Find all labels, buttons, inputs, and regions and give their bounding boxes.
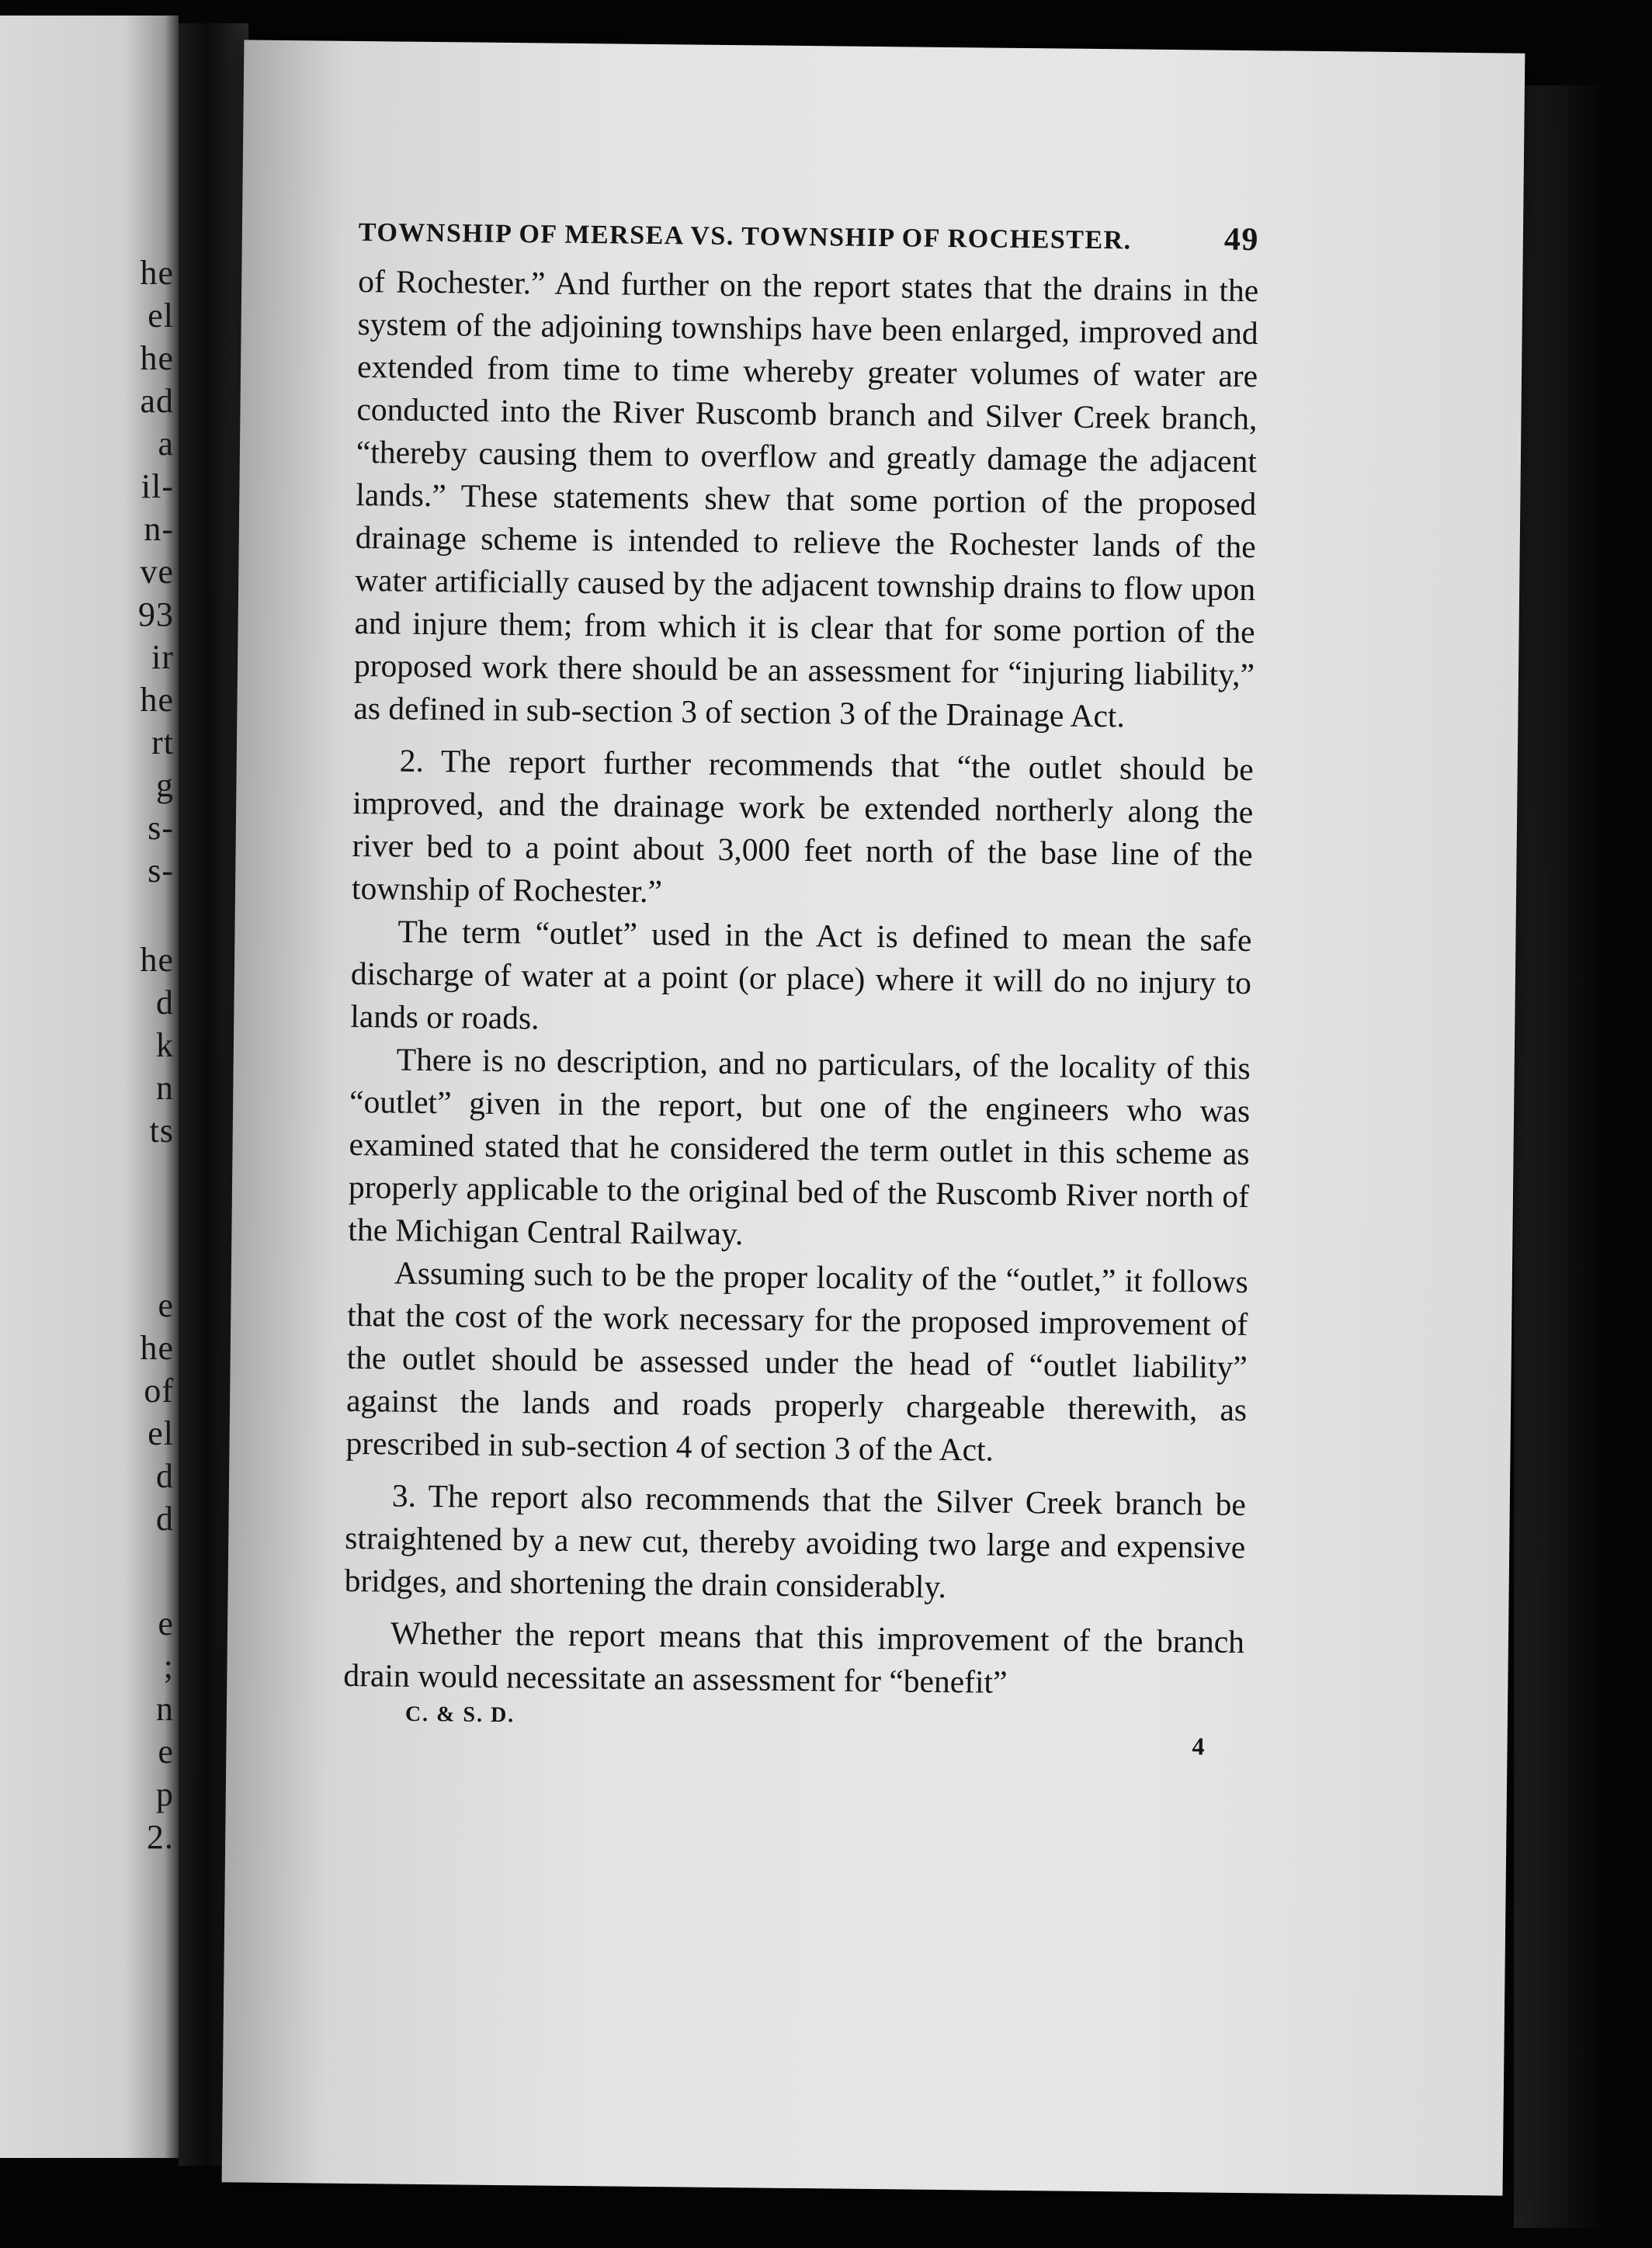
left-page-text: el xyxy=(148,297,174,335)
left-page-text: d xyxy=(156,984,174,1022)
paragraph: Assuming such to be the proper locality of the “outlet,” it follows that the cost of the work necessary for the proposed improvement of the outlet should be assessed under the head of “outlet liability” against the lands and roads properly chargeable therewith, as prescribed in sub-section 4 of section 3 of the Act. xyxy=(345,1254,1249,1468)
left-page-text: d xyxy=(156,1500,174,1538)
left-page-text: p xyxy=(156,1775,174,1813)
left-page-text: ad xyxy=(140,382,174,420)
left-page-text: il- xyxy=(141,467,174,505)
left-page-text: ts xyxy=(149,1112,174,1150)
left-page-text: ve xyxy=(140,553,174,591)
left-page-text: e xyxy=(158,1604,174,1643)
left-page-text: 93 xyxy=(138,595,174,633)
fold-number: 4 xyxy=(1192,1732,1205,1761)
left-page-text: of xyxy=(144,1372,174,1410)
paragraph: The term “outlet” used in the Act is defined to mean the safe discharge of water at a point (or place) where it will do no injury to lands or roads. xyxy=(350,913,1252,1036)
left-page-text: he xyxy=(140,941,174,979)
left-page-text: n xyxy=(156,1069,174,1107)
running-head-title: TOWNSHIP OF MERSEA VS. TOWNSHIP OF ROCHESTER. xyxy=(358,217,1132,255)
left-page-text: e xyxy=(158,1733,174,1771)
left-page-text: n- xyxy=(144,510,174,548)
left-page-text: s- xyxy=(148,809,174,847)
left-page-text: 2. xyxy=(147,1818,174,1856)
book-page xyxy=(222,40,1525,2195)
left-page-text: d xyxy=(156,1457,174,1495)
running-head xyxy=(359,212,1259,258)
signature-mark: C. & S. D. xyxy=(404,1702,515,1728)
left-page-text: k xyxy=(156,1026,174,1064)
left-page-text: he xyxy=(140,681,174,719)
page-number: 49 xyxy=(1223,221,1260,258)
paragraph: There is no description, and no particulars, of the locality of this “outlet” given in the report, but one of the engineers who was examined stated that he considered the term outlet in this scheme as properly applicable to the original bed of the Ruscomb River north of the Michigan Central Railway. xyxy=(348,1041,1251,1252)
left-page-text: n xyxy=(156,1690,174,1728)
body-text xyxy=(343,260,1258,1706)
left-page-text: s- xyxy=(148,852,174,890)
paragraph: Whether the report means that this improvement of the branch drain would necessitate an assessment for “benefit” xyxy=(343,1615,1245,1700)
paragraph: 3. The report also recommends that the Silver Creek branch be straightened by a new cut, thereby avoiding two large and expensive bridges, and shortening the drain considerably. xyxy=(344,1477,1247,1605)
left-page-text: a xyxy=(158,425,174,463)
left-page-text: ir xyxy=(151,638,174,676)
left-page-text: e xyxy=(158,1286,174,1324)
left-page-text: g xyxy=(156,766,174,804)
page-footer xyxy=(342,1702,1244,1761)
paragraph: 2. The report further recommends that “the outlet should be improved, and the drainage work be extended northerly along the river bed to a point about 3,000 feet north of the base line of the township of Rochester.” xyxy=(351,742,1254,910)
paragraph: of Rochester.” And further on the report states that the drains in the system of the adjoining townships have been enlarged, improved and extended from time to time whereby greater volumes of water are conducted into the River Ruscomb branch and Silver Creek branch, “thereby causing them to overflow and greatly damage the adjacent lands.” These statements shew that some portion of the proposed drainage scheme is intended to relieve the Rochester lands of the water artificially caused by the adjacent township drains to flow upon and injure them; from which it is clear that for some portion of the proposed work there should be an assessment for “injuring liability,” as defined in sub-section 3 of section 3 of the Drainage Act. xyxy=(353,262,1259,734)
page-content xyxy=(342,212,1259,1761)
page-edge-shadow xyxy=(1514,85,1599,2228)
left-page-text: rt xyxy=(151,723,174,761)
left-page-text: he xyxy=(140,339,174,377)
left-page-fragment xyxy=(0,16,179,2158)
left-page-text: ; xyxy=(163,1647,174,1685)
left-page-text: el xyxy=(148,1414,174,1452)
left-page-text: he xyxy=(140,254,174,292)
left-page-text: he xyxy=(140,1329,174,1367)
